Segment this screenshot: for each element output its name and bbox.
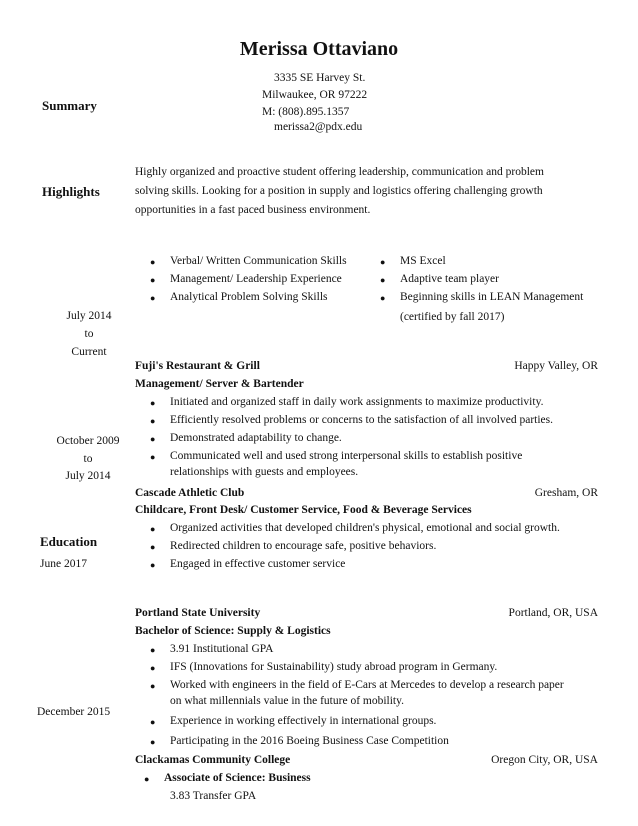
exp1-bullet: ● Demonstrated adaptability to change.: [170, 432, 342, 444]
email: merissa2@pdx.edu: [274, 121, 363, 133]
summary-line: opportunities in a fast paced business environment.: [135, 204, 371, 216]
resume-name: Merissa Ottaviano: [239, 38, 399, 60]
edu1-bullet: ● Participating in the 2016 Boeing Business Case Competition: [170, 735, 449, 747]
edu2-location: Oregon City, OR, USA: [491, 754, 598, 766]
edu1-location: Portland, OR, USA: [508, 607, 598, 619]
edu2-degree: ● Associate of Science: Business: [164, 772, 311, 784]
edu1-bullet-cont: on what millennials value in the future of mobility.: [170, 695, 404, 707]
edu1-bullet: ● Worked with engineers in the field of E-Cars at Mercedes to develop a research paper: [170, 679, 564, 691]
exp1-bullet: ● Initiated and organized staff in daily work assignments to maximize productivity.: [170, 396, 543, 408]
summary-line: Highly organized and proactive student offering leadership, communication and problem: [135, 166, 544, 178]
edu1-school: Portland State University: [135, 607, 261, 619]
highlight-item: ● Analytical Problem Solving Skills: [170, 291, 328, 303]
highlights-heading: Highlights: [42, 184, 100, 199]
exp2-date-to: to: [83, 453, 93, 465]
edu1-date: June 2017: [40, 558, 87, 570]
edu2-school: Clackamas Community College: [135, 754, 291, 766]
exp1-bullet: ● Efficiently resolved problems or concerns to the satisfaction of all involved parties.: [170, 414, 553, 426]
exp2-location: Gresham, OR: [534, 487, 598, 499]
highlight-item: ● Beginning skills in LEAN Management: [400, 291, 583, 303]
edu1-bullet: ● Experience in working effectively in international groups.: [170, 715, 436, 727]
exp2-bullet: ● Organized activities that developed children's physical, emotional and social growth.: [170, 522, 560, 534]
highlight-item: ● MS Excel: [400, 255, 446, 267]
exp1-date-to: to: [84, 328, 94, 340]
exp1-date-from: July 2014: [66, 310, 112, 322]
address-line-1: 3335 SE Harvey St.: [274, 72, 366, 84]
summary-heading: Summary: [42, 98, 97, 113]
exp1-bullet-cont: relationships with guests and employees.: [170, 466, 359, 478]
exp1-company: Fuji's Restaurant & Grill: [135, 360, 260, 372]
exp1-location: Happy Valley, OR: [514, 360, 598, 372]
education-heading: Education: [40, 534, 98, 549]
exp2-company: Cascade Athletic Club: [135, 487, 245, 499]
phone: M: (808).895.1357: [262, 106, 350, 118]
exp2-bullet: ● Redirected children to encourage safe, positive behaviors.: [170, 540, 436, 552]
edu1-degree: Bachelor of Science: Supply & Logistics: [135, 625, 331, 637]
exp1-role: Management/ Server & Bartender: [135, 378, 304, 390]
exp2-date-until: July 2014: [65, 470, 111, 482]
exp2-role: Childcare, Front Desk/ Customer Service, Food & Beverage Services: [135, 504, 472, 516]
highlight-item: ● Adaptive team player: [400, 273, 499, 285]
highlight-item: ● Verbal/ Written Communication Skills: [170, 255, 347, 267]
address-line-2: Milwaukee, OR 97222: [262, 89, 368, 101]
exp1-date-until: Current: [71, 346, 107, 358]
exp2-date-from: October 2009: [56, 435, 120, 447]
exp1-bullet: ● Communicated well and used strong interpersonal skills to establish positive: [170, 450, 522, 462]
highlight-item: ● Management/ Leadership Experience: [170, 273, 342, 285]
highlight-note: (certified by fall 2017): [400, 311, 505, 323]
edu2-gpa: 3.83 Transfer GPA: [170, 790, 257, 802]
edu1-bullet: ● IFS (Innovations for Sustainability) study abroad program in Germany.: [170, 661, 497, 673]
exp2-bullet: ● Engaged in effective customer service: [170, 558, 345, 570]
summary-line: solving skills. Looking for a position in supply and logistics offering challenging growth: [135, 185, 543, 197]
edu2-date: December 2015: [37, 706, 111, 718]
edu1-bullet: ● 3.91 Institutional GPA: [170, 643, 273, 655]
